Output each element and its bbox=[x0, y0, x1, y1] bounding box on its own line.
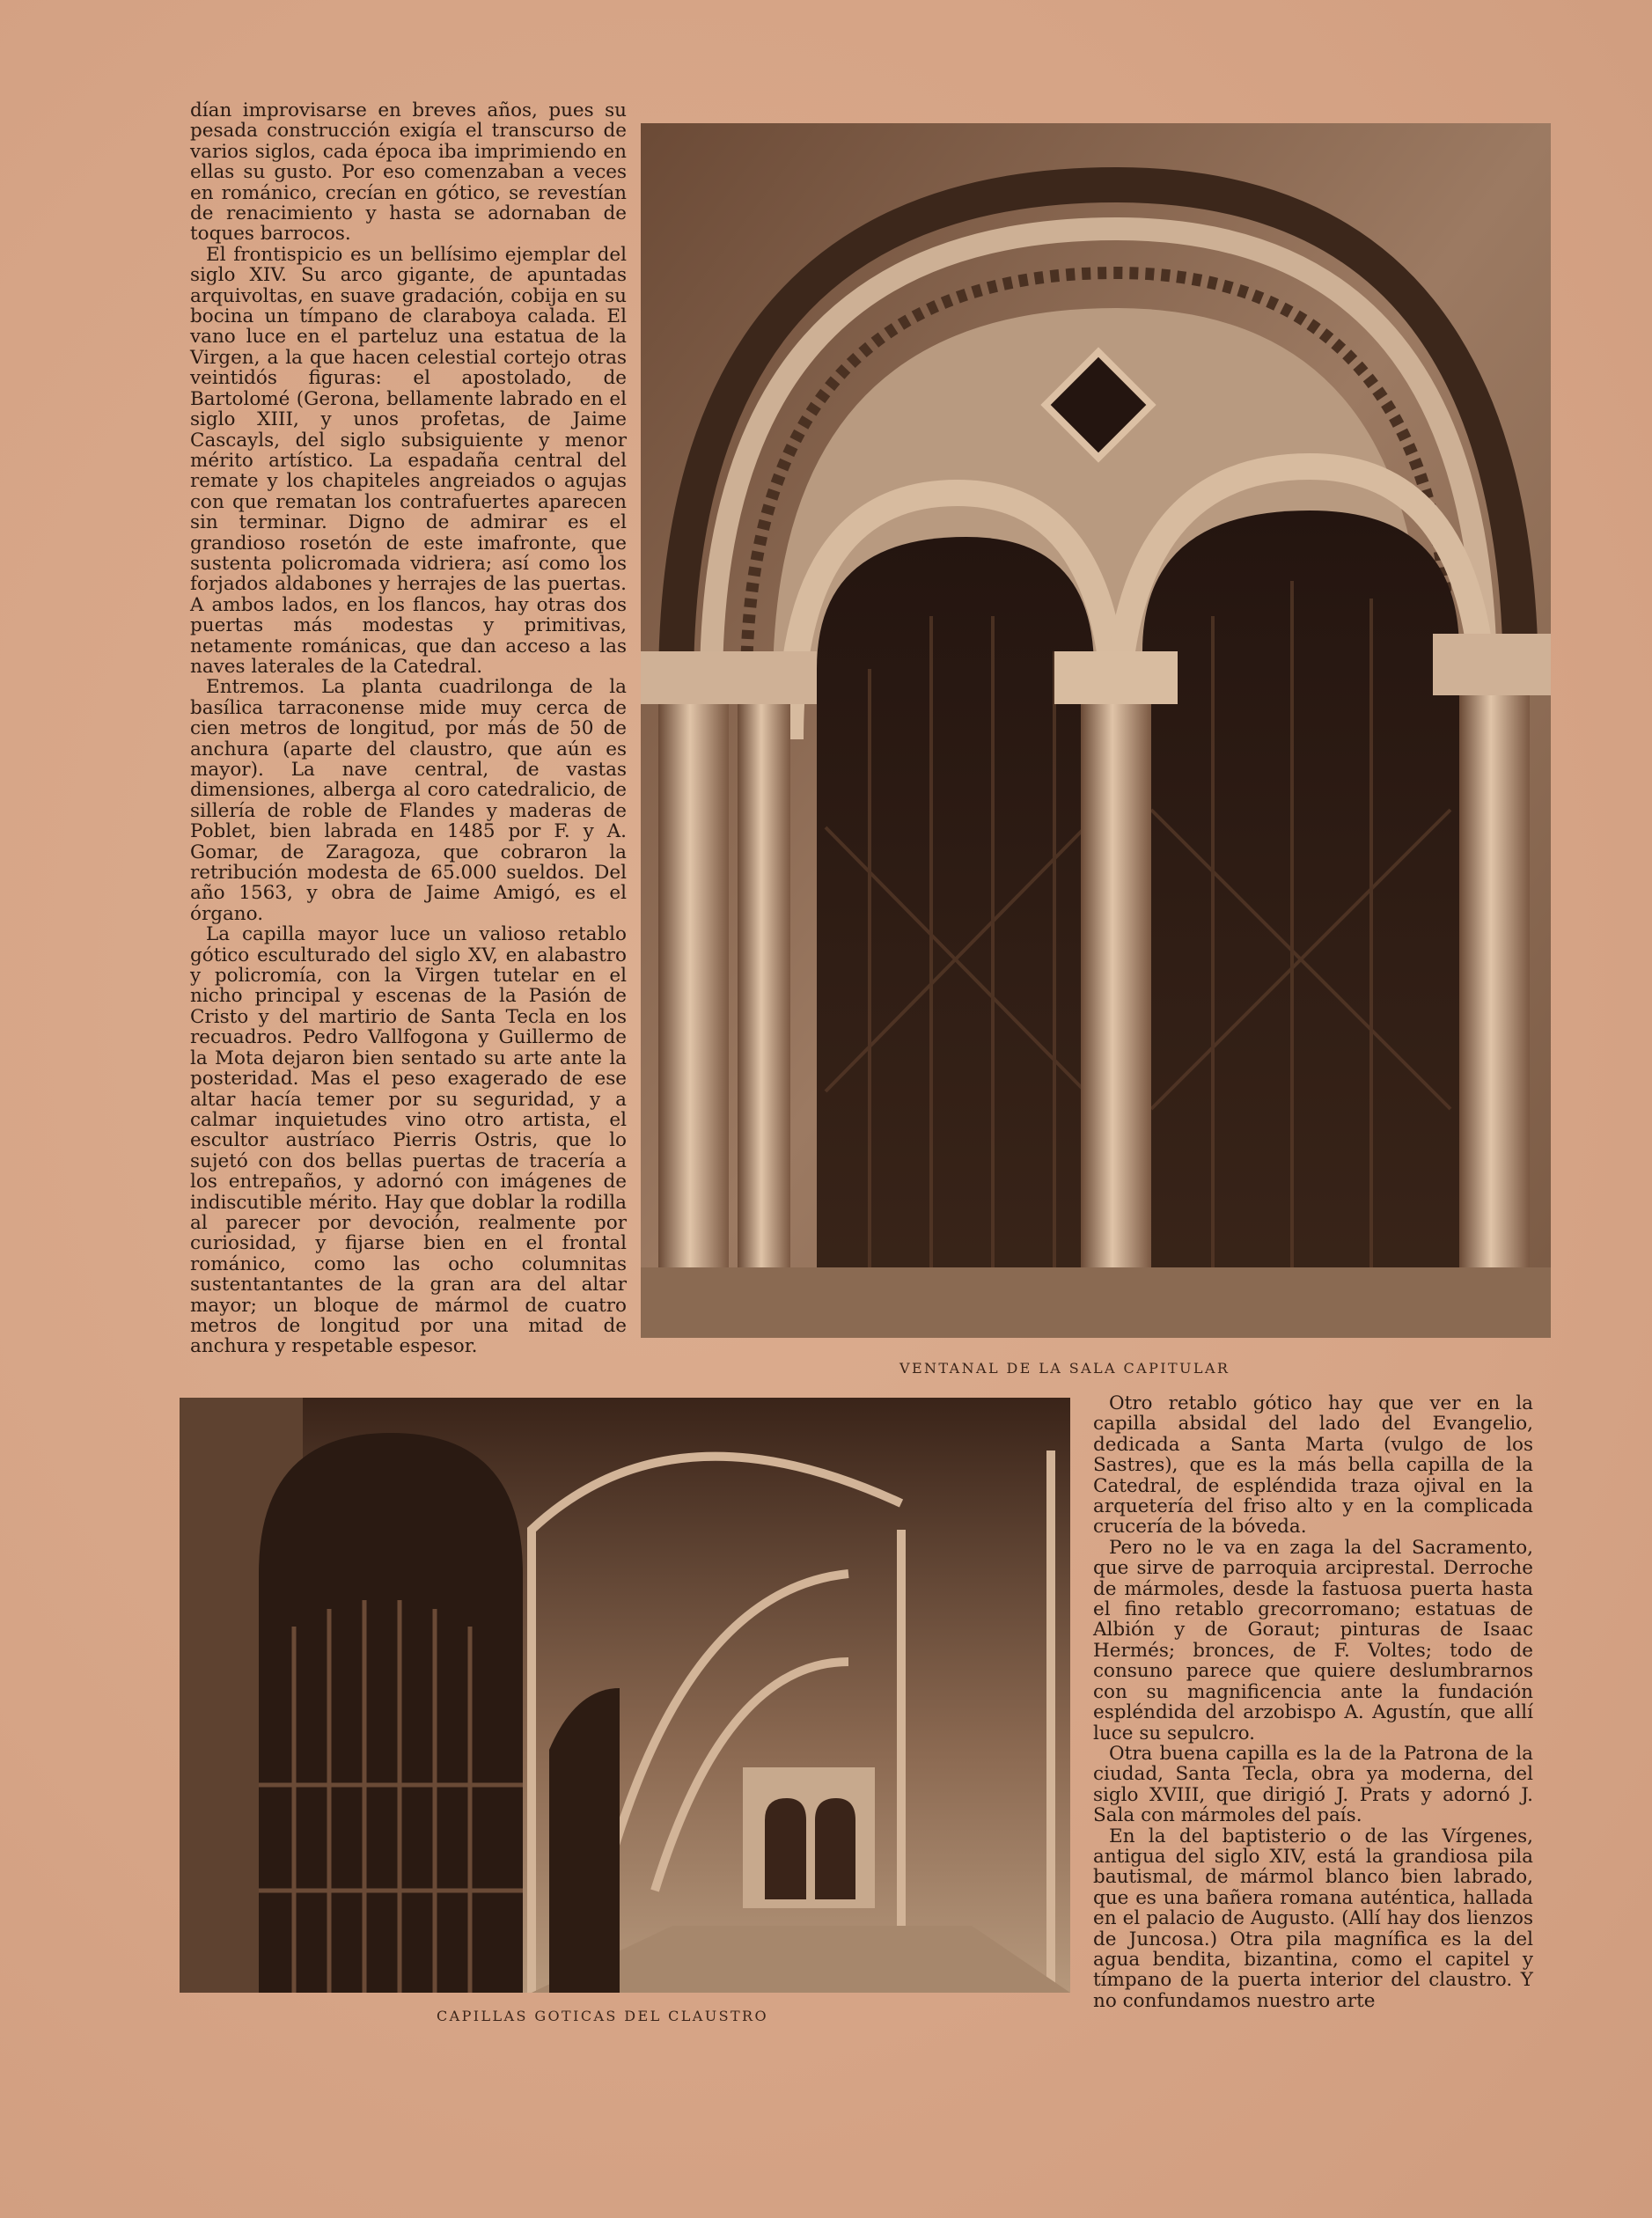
paragraph: Otro retablo gótico hay que ver en la capilla absidal del lado del Evangelio, dedicada a Santa Marta (vulgo de los Sastres), que es la más bella capilla de la Catedral, de espléndida traza ojival en la arquetería del friso alto y en la complicada crucería de la bóveda. bbox=[1093, 1392, 1533, 1539]
paragraph: Otra buena capilla es la de la Patrona de la ciudad, Santa Tecla, obra ya moderna, del siglo XVIII, que dirigió J. Prats y adornó J. Sala con mármoles del país. bbox=[1093, 1742, 1533, 1827]
cloister-chapels-photo bbox=[180, 1398, 1070, 1993]
arches-illustration bbox=[641, 123, 1551, 1338]
chapter-house-window-photo bbox=[641, 123, 1551, 1338]
paragraph: El frontispicio es un bellísimo ejemplar del siglo XIV. Su arco gigante, de apuntadas arquivoltas, en suave gradación, cobija en su bocina un tímpano de claraboya calada. El vano luce en el parteluz una estatua de la Virgen, a la que hacen celestial cortejo otras veintidós figuras: el apostolado, de Bartolomé (Gerona, bellamente labrado en el siglo XIII, y unos profetas, de Jaime Cascayls, del siglo subsiguiente y menor mérito artístico. La espadaña central del remate y los chapiteles angreiados o agujas con que rematan los contrafuertes aparecen sin terminar. Digno de admirar es el grandioso rosetón de este imafronte, que sustenta policromada vidriera; así como los forjados aldabones y herrajes de las puertas. A ambos lados, en los flancos, hay otras dos puertas más modestas y primitivas, netamente románicas, que dan acceso a las naves laterales de la Catedral. bbox=[190, 243, 627, 678]
photo-caption-top: VENTANAL DE LA SALA CAPITULAR bbox=[899, 1360, 1230, 1377]
photo-caption-bottom: CAPILLAS GOTICAS DEL CLAUSTRO bbox=[437, 2008, 768, 2024]
paragraph: En la del baptisterio o de las Vírgenes, antigua del siglo XIV, está la grandiosa pila bautismal, de mármol blanco bien labrado, que es una bañera romana auténtica, hallada en el palacio de Augusto. (Allí hay dos lienzos de Juncosa.) Otra pila magnífica es la del agua bendita, bizantina, como el capitel y tímpano de la puerta interior del claustro. Y no confundamos nuestro arte bbox=[1093, 1825, 1533, 2012]
right-text-column bbox=[1093, 1393, 1533, 2011]
paragraph: Entremos. La planta cuadrilonga de la basílica tarraconense mide muy cerca de cien metros de longitud, por más de 50 de anchura (aparte del claustro, que aún es mayor). La nave central, de vastas dimensiones, alberga al coro catedralicio, de sillería de roble de Flandes y maderas de Poblet, bien labrada en 1485 por F. y A. Gomar, de Zaragoza, que cobraron la retribución modesta de 65.000 sueldos. Del año 1563, y obra de Jaime Amigó, es el órgano. bbox=[190, 676, 627, 925]
paragraph: dían improvisarse en breves años, pues su pesada construcción exigía el transcurso de varios siglos, cada época iba imprimiendo en ellas su gusto. Por eso comenzaban a veces en románico, crecían en gótico, se revestían de renacimiento y hasta se adornaban de toques barrocos. bbox=[190, 99, 627, 246]
left-text-column bbox=[190, 100, 627, 1357]
cloister-illustration bbox=[180, 1398, 1070, 1993]
paragraph: Pero no le va en zaga la del Sacramento, que sirve de parroquia arciprestal. Derroche de mármoles, desde la fastuosa puerta hasta el fino retablo grecorromano; estatuas de Albión y de Goraut; pinturas de Isaac Hermés; bronces, de F. Voltes; todo de consuno parece que quiere deslumbrarnos con su magnificencia ante la fundación espléndida del arzobispo A. Agustín, que allí luce su sepulcro. bbox=[1093, 1536, 1533, 1744]
paragraph: La capilla mayor luce un valioso retablo gótico esculturado del siglo XV, en alabastro y policromía, con la Virgen tutelar en el nicho principal y escenas de la Pasión de Cristo y del martirio de Santa Tecla en los recuadros. Pedro Vallfogona y Guillermo de la Mota dejaron bien sentado su arte ante la posteridad. Mas el peso exagerado de ese altar hacía temer por su seguridad, y a calmar inquietudes vino otro artista, el escultor austríaco Pierris Ostris, que lo sujetó con dos bellas puertas de tracería a los entrepaños, y adornó con imágenes de indiscutible mérito. Hay que doblar la rodilla al parecer por devoción, realmente por curiosidad, y fijarse bien en el frontal románico, como las ocho columnitas sustentantantes de la gran ara del altar mayor; un bloque de mármol de cuatro metros de longitud por una mitad de anchura y respetable espesor. bbox=[190, 923, 627, 1358]
